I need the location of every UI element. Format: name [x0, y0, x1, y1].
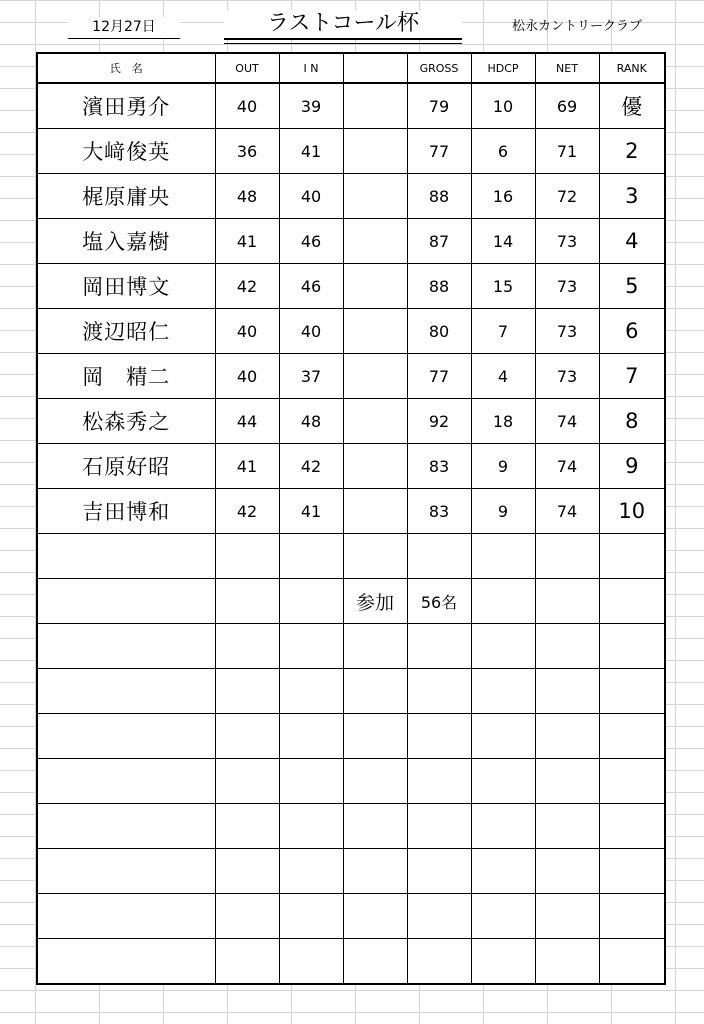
net-score: 71 — [535, 129, 599, 174]
empty-cell — [471, 714, 535, 759]
col-header-rank: RANK — [599, 53, 665, 83]
player-name: 岡田博文 — [37, 264, 215, 309]
rank-value: 優 — [599, 83, 665, 129]
gross-score: 83 — [407, 444, 471, 489]
in-score: 41 — [279, 129, 343, 174]
empty-cell — [37, 759, 215, 804]
rank-value: 4 — [599, 219, 665, 264]
net-score: 72 — [535, 174, 599, 219]
empty-cell — [471, 939, 535, 985]
empty-cell — [215, 714, 279, 759]
page-title: ラストコール杯 — [224, 10, 462, 40]
table-row — [37, 264, 665, 309]
gross-score: 92 — [407, 399, 471, 444]
empty-cell — [407, 624, 471, 669]
gross-score: 77 — [407, 129, 471, 174]
table-row — [37, 174, 665, 219]
empty-cell — [599, 714, 665, 759]
empty-row — [37, 759, 665, 804]
empty-cell — [407, 714, 471, 759]
empty-row — [37, 534, 665, 579]
col-header-blank — [343, 53, 407, 83]
empty-cell — [535, 894, 599, 939]
empty-row — [37, 939, 665, 985]
in-score: 48 — [279, 399, 343, 444]
empty-cell — [535, 669, 599, 714]
empty-cell — [599, 849, 665, 894]
empty-cell — [279, 534, 343, 579]
player-name: 梶原庸央 — [37, 174, 215, 219]
empty-cell — [407, 804, 471, 849]
blank-cell — [343, 444, 407, 489]
blank-cell — [343, 83, 407, 129]
gross-score: 88 — [407, 264, 471, 309]
empty-cell — [599, 939, 665, 985]
empty-cell — [215, 939, 279, 985]
player-name: 大﨑俊英 — [37, 129, 215, 174]
table-row — [37, 83, 665, 129]
empty-cell — [37, 534, 215, 579]
empty-cell — [37, 579, 215, 624]
player-name: 石原好昭 — [37, 444, 215, 489]
empty-cell — [535, 849, 599, 894]
hdcp-value: 9 — [471, 489, 535, 534]
table-row — [37, 219, 665, 264]
empty-cell — [37, 894, 215, 939]
table-row — [37, 129, 665, 174]
header-row — [37, 53, 665, 83]
net-score: 73 — [535, 219, 599, 264]
empty-cell — [407, 759, 471, 804]
hdcp-value: 7 — [471, 309, 535, 354]
empty-cell — [471, 534, 535, 579]
empty-cell — [471, 849, 535, 894]
col-header-gross: GROSS — [407, 53, 471, 83]
empty-cell — [343, 759, 407, 804]
hdcp-value: 9 — [471, 444, 535, 489]
empty-cell — [599, 624, 665, 669]
net-score: 74 — [535, 444, 599, 489]
out-score: 40 — [215, 83, 279, 129]
in-score: 40 — [279, 174, 343, 219]
out-score: 42 — [215, 489, 279, 534]
gross-score: 87 — [407, 219, 471, 264]
rank-value: 7 — [599, 354, 665, 399]
in-score: 41 — [279, 489, 343, 534]
empty-cell — [471, 759, 535, 804]
empty-cell — [215, 624, 279, 669]
out-score: 41 — [215, 444, 279, 489]
empty-cell — [471, 579, 535, 624]
empty-cell — [343, 804, 407, 849]
empty-cell — [279, 714, 343, 759]
empty-cell — [343, 939, 407, 985]
out-score: 40 — [215, 309, 279, 354]
table-row — [37, 489, 665, 534]
out-score: 44 — [215, 399, 279, 444]
empty-cell — [471, 624, 535, 669]
empty-cell — [407, 534, 471, 579]
table-row — [37, 309, 665, 354]
empty-cell — [37, 714, 215, 759]
blank-cell — [343, 399, 407, 444]
net-score: 73 — [535, 264, 599, 309]
empty-cell — [471, 894, 535, 939]
empty-cell — [215, 579, 279, 624]
in-score: 39 — [279, 83, 343, 129]
out-score: 42 — [215, 264, 279, 309]
empty-row — [37, 849, 665, 894]
empty-cell — [215, 804, 279, 849]
hdcp-value: 15 — [471, 264, 535, 309]
empty-row — [37, 894, 665, 939]
empty-cell — [471, 804, 535, 849]
empty-cell — [599, 804, 665, 849]
out-score: 36 — [215, 129, 279, 174]
empty-cell — [37, 939, 215, 985]
empty-cell — [343, 894, 407, 939]
gross-score: 80 — [407, 309, 471, 354]
empty-cell — [343, 534, 407, 579]
gross-score: 88 — [407, 174, 471, 219]
empty-cell — [407, 939, 471, 985]
net-score: 69 — [535, 83, 599, 129]
participants-label: 参加 — [343, 579, 407, 624]
participants-count: 56名 — [407, 579, 471, 624]
player-name: 松森秀之 — [37, 399, 215, 444]
empty-cell — [215, 759, 279, 804]
table-row — [37, 399, 665, 444]
empty-cell — [215, 894, 279, 939]
empty-cell — [599, 669, 665, 714]
hdcp-value: 4 — [471, 354, 535, 399]
in-score: 46 — [279, 219, 343, 264]
blank-cell — [343, 129, 407, 174]
empty-cell — [471, 669, 535, 714]
empty-cell — [215, 534, 279, 579]
blank-cell — [343, 174, 407, 219]
player-name: 渡辺昭仁 — [37, 309, 215, 354]
net-score: 74 — [535, 489, 599, 534]
col-header-hdcp: HDCP — [471, 53, 535, 83]
club-name: 松永カントリークラブ — [511, 19, 642, 34]
hdcp-value: 16 — [471, 174, 535, 219]
in-score: 46 — [279, 264, 343, 309]
out-score: 48 — [215, 174, 279, 219]
empty-cell — [215, 849, 279, 894]
col-header-in: I N — [279, 53, 343, 83]
col-header-name: 氏 名 — [37, 53, 215, 83]
empty-row — [37, 669, 665, 714]
in-score: 37 — [279, 354, 343, 399]
empty-cell — [343, 849, 407, 894]
score-table — [36, 52, 666, 985]
rank-value: 3 — [599, 174, 665, 219]
empty-cell — [279, 759, 343, 804]
col-header-out: OUT — [215, 53, 279, 83]
empty-cell — [279, 624, 343, 669]
out-score: 41 — [215, 219, 279, 264]
empty-cell — [535, 939, 599, 985]
empty-cell — [343, 714, 407, 759]
empty-cell — [535, 534, 599, 579]
in-score: 42 — [279, 444, 343, 489]
date-label: 12月27日 — [68, 17, 180, 39]
empty-cell — [279, 804, 343, 849]
gross-score: 79 — [407, 83, 471, 129]
empty-cell — [279, 939, 343, 985]
empty-cell — [535, 624, 599, 669]
player-name: 吉田博和 — [37, 489, 215, 534]
rank-value: 2 — [599, 129, 665, 174]
rank-value: 10 — [599, 489, 665, 534]
hdcp-value: 6 — [471, 129, 535, 174]
net-score: 73 — [535, 354, 599, 399]
empty-cell — [535, 759, 599, 804]
empty-cell — [279, 894, 343, 939]
hdcp-value: 10 — [471, 83, 535, 129]
rank-value: 5 — [599, 264, 665, 309]
blank-cell — [343, 309, 407, 354]
empty-cell — [599, 894, 665, 939]
empty-cell — [279, 669, 343, 714]
participants-row — [37, 579, 665, 624]
empty-cell — [37, 624, 215, 669]
empty-cell — [535, 714, 599, 759]
empty-cell — [215, 669, 279, 714]
empty-cell — [279, 579, 343, 624]
net-score: 74 — [535, 399, 599, 444]
gross-score: 77 — [407, 354, 471, 399]
out-score: 40 — [215, 354, 279, 399]
blank-cell — [343, 354, 407, 399]
player-name: 塩入嘉樹 — [37, 219, 215, 264]
table-row — [37, 354, 665, 399]
empty-cell — [343, 624, 407, 669]
empty-cell — [599, 579, 665, 624]
empty-row — [37, 624, 665, 669]
empty-cell — [37, 804, 215, 849]
hdcp-value: 14 — [471, 219, 535, 264]
empty-row — [37, 714, 665, 759]
empty-cell — [407, 849, 471, 894]
rank-value: 6 — [599, 309, 665, 354]
empty-cell — [279, 849, 343, 894]
empty-cell — [343, 669, 407, 714]
rank-value: 8 — [599, 399, 665, 444]
net-score: 73 — [535, 309, 599, 354]
col-header-net: NET — [535, 53, 599, 83]
empty-cell — [535, 804, 599, 849]
rank-value: 9 — [599, 444, 665, 489]
table-row — [37, 444, 665, 489]
empty-cell — [599, 534, 665, 579]
empty-cell — [599, 759, 665, 804]
empty-cell — [37, 669, 215, 714]
empty-cell — [407, 894, 471, 939]
empty-cell — [407, 669, 471, 714]
empty-row — [37, 804, 665, 849]
player-name: 濱田勇介 — [37, 83, 215, 129]
blank-cell — [343, 489, 407, 534]
in-score: 40 — [279, 309, 343, 354]
empty-cell — [37, 849, 215, 894]
blank-cell — [343, 264, 407, 309]
gross-score: 83 — [407, 489, 471, 534]
hdcp-value: 18 — [471, 399, 535, 444]
empty-cell — [535, 579, 599, 624]
player-name: 岡 精二 — [37, 354, 215, 399]
blank-cell — [343, 219, 407, 264]
